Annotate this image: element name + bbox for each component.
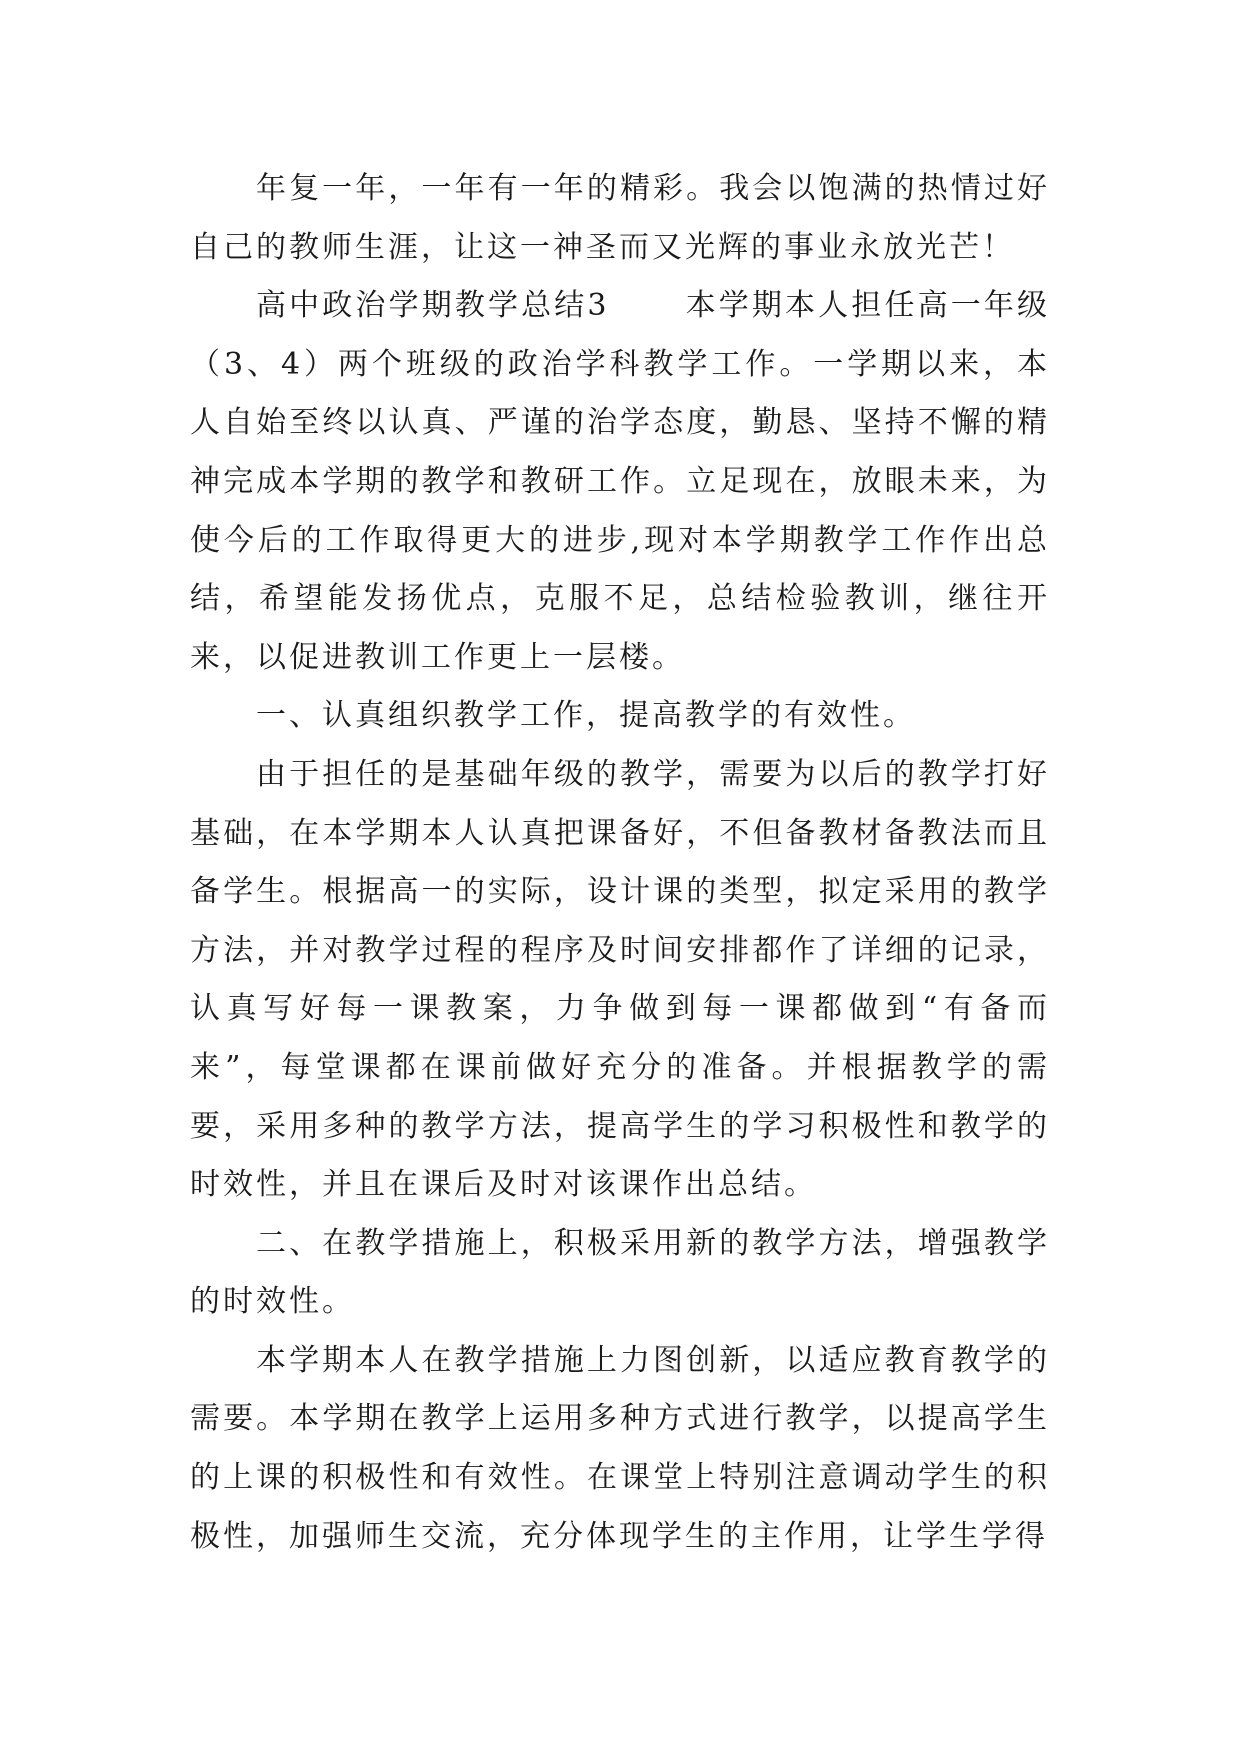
paragraph-text: 二、在教学措施上，积极采用新的教学方法，增强教学的时效性。	[190, 1225, 1050, 1320]
paragraph-body-1	[190, 746, 1050, 1215]
paragraph-heading-1	[190, 687, 1050, 746]
paragraph-closing	[190, 160, 1050, 277]
paragraph-text: 一、认真组织教学工作，提高教学的有效性。	[256, 698, 916, 734]
paragraph-text: 由于担任的是基础年级的教学，需要为以后的教学打好基础，在本学期本人认真把课备好，不但备教材备教法而且备学生。根据高一的实际，设计课的类型，拟定采用的教学方法，并对教学过程的程序及时间安排都作了详细的记录，认真写好每一课教案，力争做到每一课都做到“有备而来”，每堂课都在课前做好充分的准备。并根据教学的需要，采用多种的教学方法，提高学生的学习积极性和教学的时效性，并且在课后及时对该课作出总结。	[190, 756, 1050, 1203]
paragraph-heading-2	[190, 1215, 1050, 1332]
section-title: 高中政治学期教学总结3	[256, 288, 610, 324]
paragraph-intro	[190, 277, 1050, 687]
paragraph-body-2	[190, 1332, 1050, 1566]
paragraph-text: 本学期本人在教学措施上力图创新，以适应教育教学的需要。本学期在教学上运用多种方式进行教学，以提高学生的上课的积极性和有效性。在课堂上特别注意调动学生的积极性，加强师生交流，充分体现学生的主作用，让学生学得	[190, 1342, 1050, 1554]
paragraph-text: 本学期本人担任高一年级（3、4）两个班级的政治学科教学工作。一学期以来，本人自始至终以认真、严谨的治学态度，勤恳、坚持不懈的精神完成本学期的教学和教研工作。立足现在，放眼未来，为使今后的工作取得更大的进步,现对本学期教学工作作出总结，希望能发扬优点，克服不足，总结检验教训，继往开来，以促进教训工作更上一层楼。	[190, 288, 1051, 675]
document-body	[190, 160, 1050, 1566]
paragraph-text: 年复一年，一年有一年的精彩。我会以饱满的热情过好自己的教师生涯，让这一神圣而又光辉的事业永放光芒！	[190, 171, 1050, 265]
